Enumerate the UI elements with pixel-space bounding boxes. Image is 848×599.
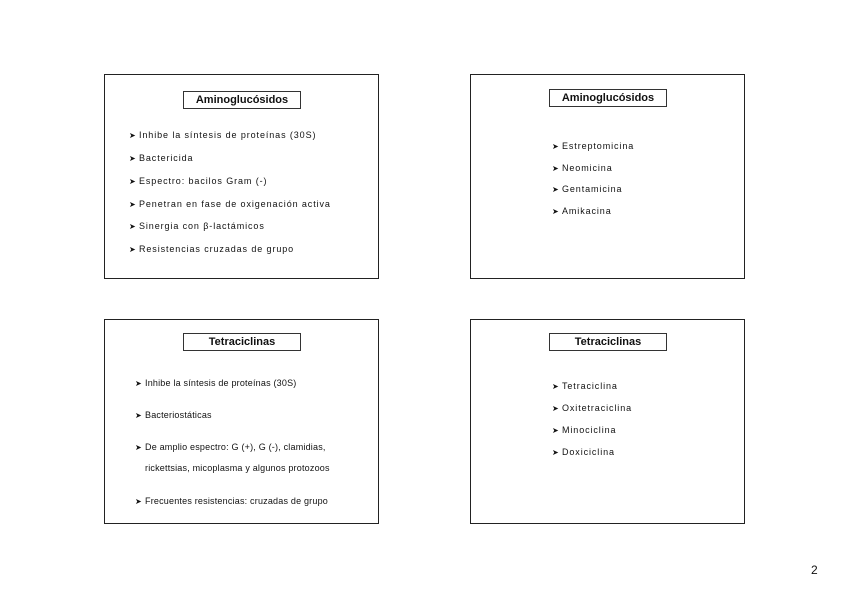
arrow-bullet-icon: ➤ xyxy=(129,131,136,140)
list-item-text: Penetran en fase de oxigenación activa xyxy=(139,199,331,209)
list-item xyxy=(129,152,193,165)
arrow-bullet-icon: ➤ xyxy=(129,177,136,186)
list-item xyxy=(552,402,632,415)
list-item-text: Resistencias cruzadas de grupo xyxy=(139,244,295,254)
arrow-bullet-icon: ➤ xyxy=(129,154,136,163)
slide-aminoglucosidos-examples xyxy=(470,74,745,279)
list-item xyxy=(129,129,316,142)
arrow-bullet-icon: ➤ xyxy=(552,142,559,151)
list-item-text: Espectro: bacilos Gram (-) xyxy=(139,176,268,186)
list-item xyxy=(552,205,612,218)
arrow-bullet-icon: ➤ xyxy=(135,411,142,420)
list-item xyxy=(552,140,634,153)
list-item-text: Frecuentes resistencias: cruzadas de grupo xyxy=(145,496,328,506)
page-number: 2 xyxy=(811,563,818,577)
arrow-bullet-icon: ➤ xyxy=(135,497,142,506)
arrow-bullet-icon: ➤ xyxy=(552,448,559,457)
list-item xyxy=(135,377,296,390)
list-item-text: Bacteriostáticas xyxy=(145,410,212,420)
list-item-text: Sinergia con β-lactámicos xyxy=(139,221,265,231)
slide-title: Tetraciclinas xyxy=(183,333,301,351)
list-item-text: Neomicina xyxy=(562,163,613,173)
slide-aminoglucosidos-properties xyxy=(104,74,379,279)
list-item-text: Minociclina xyxy=(562,425,617,435)
list-item xyxy=(129,198,331,211)
list-item xyxy=(552,380,618,393)
slide-title: Tetraciclinas xyxy=(549,333,667,351)
list-item xyxy=(129,175,267,188)
list-item-text: Inhibe la síntesis de proteínas (30S) xyxy=(145,378,297,388)
arrow-bullet-icon: ➤ xyxy=(129,245,136,254)
list-item xyxy=(552,183,622,196)
list-item xyxy=(552,162,613,175)
arrow-bullet-icon: ➤ xyxy=(552,404,559,413)
list-item-text: rickettsias, micoplasma y algunos protozoos xyxy=(145,463,330,473)
slide-title: Aminoglucósidos xyxy=(549,89,667,107)
list-item-text: Bactericida xyxy=(139,153,194,163)
list-item-text: De amplio espectro: G (+), G (-), clamidias, xyxy=(145,442,326,452)
list-item xyxy=(552,446,615,459)
list-item-text: Doxiciclina xyxy=(562,447,615,457)
list-item xyxy=(129,220,265,233)
list-item-text: Tetraciclina xyxy=(562,381,618,391)
arrow-bullet-icon: ➤ xyxy=(129,200,136,209)
arrow-bullet-icon: ➤ xyxy=(552,382,559,391)
slide-tetraciclinas-properties xyxy=(104,319,379,524)
arrow-bullet-icon: ➤ xyxy=(552,185,559,194)
list-item xyxy=(145,462,330,474)
list-item xyxy=(129,243,294,256)
list-item-text: Estreptomicina xyxy=(562,141,635,151)
arrow-bullet-icon: ➤ xyxy=(552,164,559,173)
list-item-text: Inhibe la síntesis de proteínas (30S) xyxy=(139,130,317,140)
list-item-text: Amikacina xyxy=(562,206,612,216)
list-item-text: Oxitetraciclina xyxy=(562,403,633,413)
list-item xyxy=(135,495,328,508)
list-item xyxy=(552,424,616,437)
arrow-bullet-icon: ➤ xyxy=(552,207,559,216)
list-item xyxy=(135,441,326,454)
list-item xyxy=(135,409,212,422)
arrow-bullet-icon: ➤ xyxy=(135,379,142,388)
arrow-bullet-icon: ➤ xyxy=(552,426,559,435)
list-item-text: Gentamicina xyxy=(562,184,623,194)
arrow-bullet-icon: ➤ xyxy=(129,222,136,231)
slide-tetraciclinas-examples xyxy=(470,319,745,524)
slide-title: Aminoglucósidos xyxy=(183,91,301,109)
arrow-bullet-icon: ➤ xyxy=(135,443,142,452)
